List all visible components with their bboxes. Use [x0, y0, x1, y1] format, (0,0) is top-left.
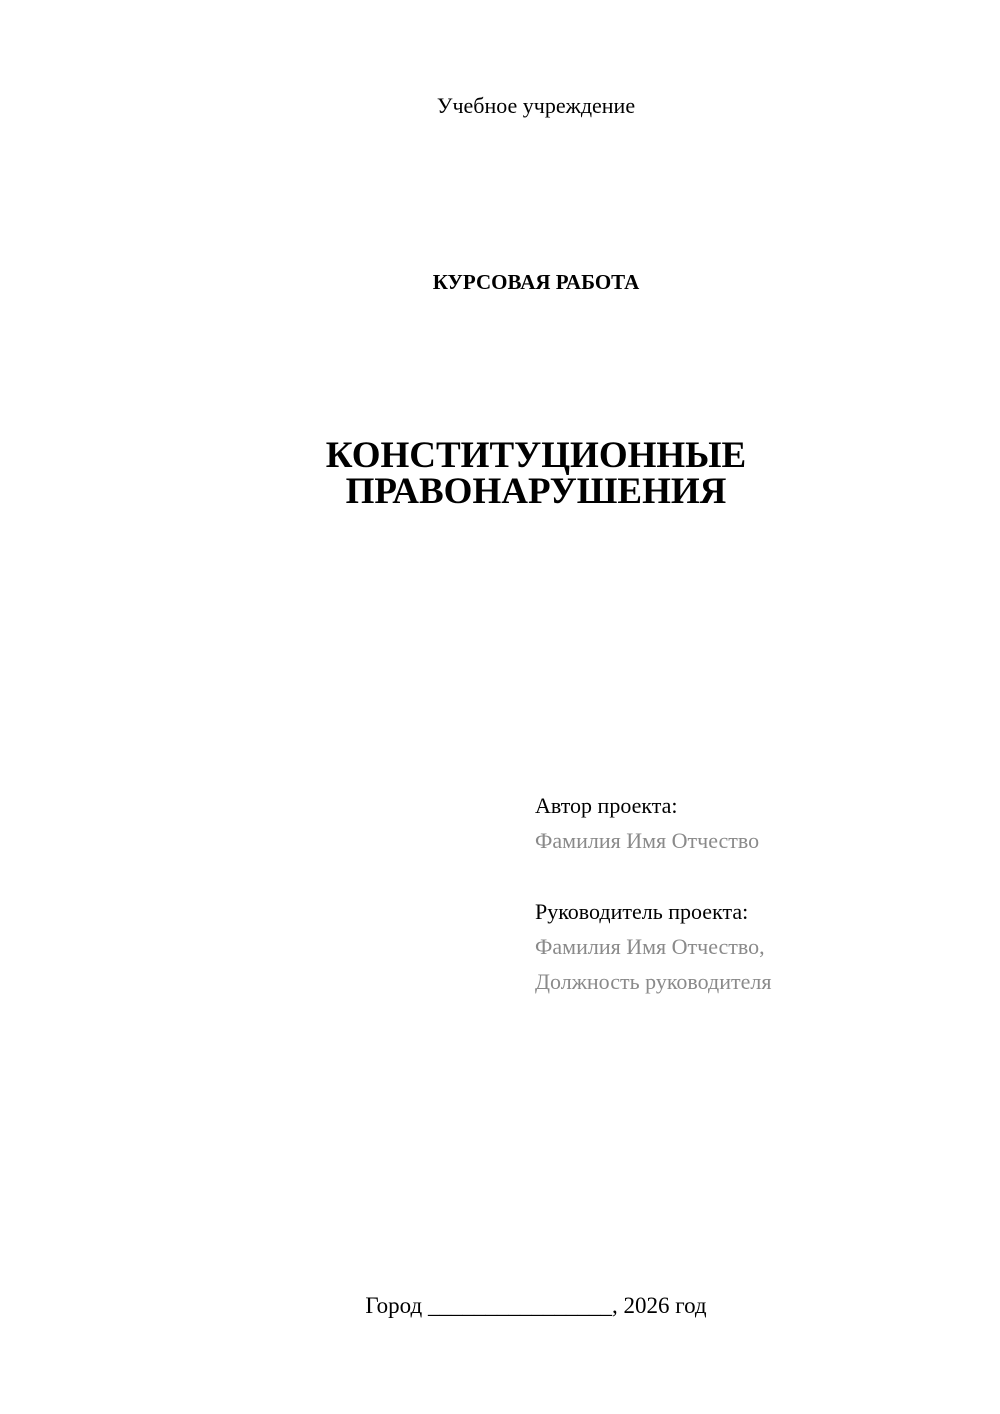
- author-label: Автор проекта:: [535, 793, 678, 818]
- people-block: [535, 788, 975, 999]
- institution-name: Учебное учреждение: [436, 93, 636, 118]
- document-title: [0, 435, 1000, 512]
- supervisor-label: Руководитель проекта:: [535, 899, 749, 924]
- work-type-heading: КУРСОВАЯ РАБОТА: [432, 270, 640, 294]
- title-line-1: КОНСТИТУЦИОННЫЕ: [325, 435, 747, 476]
- city-year-line: Город ________________, 2026 год: [365, 1293, 707, 1318]
- supervisor-position: Должность руководителя: [535, 969, 772, 994]
- supervisor-name: Фамилия Имя Отчество,: [535, 934, 765, 959]
- author-name: Фамилия Имя Отчество: [535, 828, 760, 853]
- title-line-2: ПРАВОНАРУШЕНИЯ: [345, 471, 727, 512]
- spacer: [535, 858, 975, 894]
